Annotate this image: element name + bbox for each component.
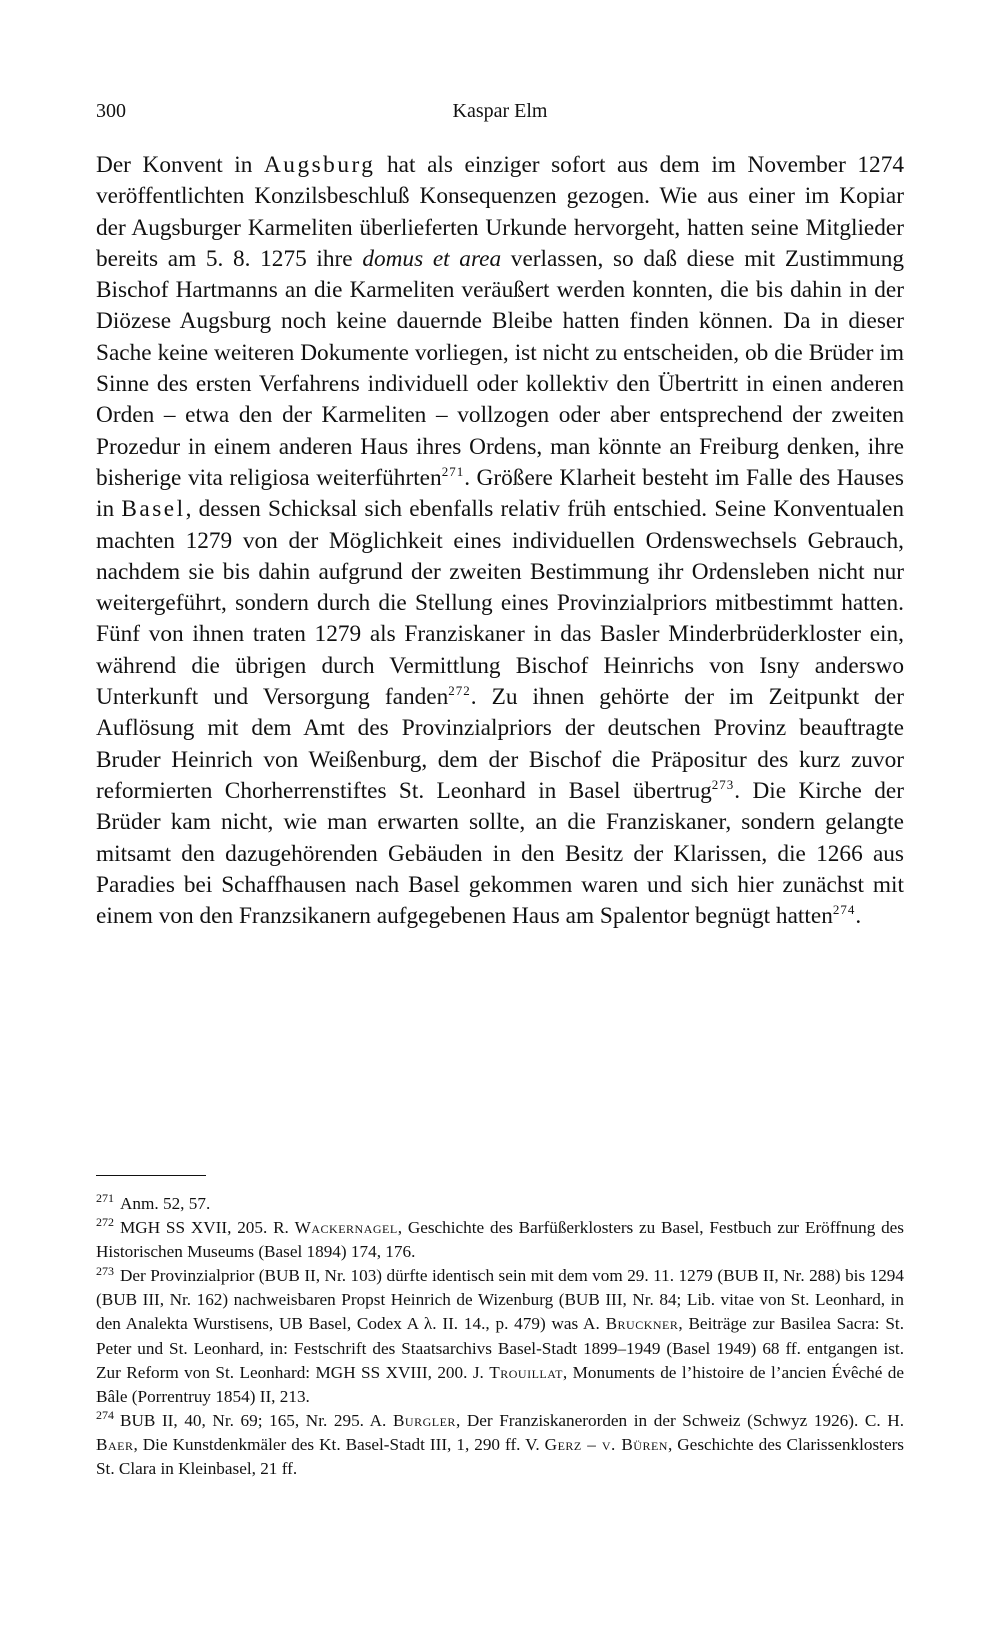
text-segment: . bbox=[855, 903, 862, 930]
author-name: Baer bbox=[96, 1434, 134, 1454]
page-number: 300 bbox=[96, 100, 126, 122]
footnote-text: MGH SS XVII, 205. R. bbox=[120, 1218, 295, 1238]
footnote-reference: 274 bbox=[832, 902, 856, 918]
footnote-271 bbox=[96, 1192, 904, 1216]
author-name: Gerz – v. Büren bbox=[544, 1434, 668, 1454]
footnotes bbox=[96, 1192, 904, 1481]
footnote-text: , Beiträge zur Basilea Sacra: St. Peter und St. Leonhard, in: Festschrift des Staatsarchivs Basel-Stadt 1899–1949 (Basel 1949) 68 ff. entgangen ist. Zur Reform von St. Leonhard: MGH SS XVIII, 200. J. bbox=[96, 1314, 904, 1382]
place-name-basel: Basel bbox=[121, 496, 186, 523]
footnote-text: , Monuments de l’histoire de l’ancien Évêché de Bâle (Porrentruy 1854) II, 213. bbox=[96, 1362, 904, 1406]
footnote-274 bbox=[96, 1409, 904, 1481]
text-segment: Der Konvent in bbox=[96, 152, 264, 178]
page-header bbox=[96, 100, 904, 128]
place-name-augsburg: Augsburg bbox=[263, 152, 376, 178]
footnote-text: , Geschichte des Barfüßerklosters zu Basel, Festbuch zur Eröffnung des Historischen Museums (Basel 1894) 174, 176. bbox=[96, 1218, 904, 1262]
footnote-text: , Geschichte des Clarissenklosters St. Clara in Kleinbasel, 21 ff. bbox=[96, 1434, 904, 1479]
footnote-number: 274 bbox=[96, 1408, 114, 1423]
main-text bbox=[96, 150, 904, 932]
author-name: Trouillat bbox=[489, 1362, 563, 1382]
author-name: Bruckner bbox=[605, 1314, 679, 1334]
footnote-number: 271 bbox=[96, 1191, 114, 1206]
footnote-273 bbox=[96, 1264, 904, 1409]
text-segment: verlassen, so daß diese mit Zustimmung Bischof Hartmanns an die Karmeliten veräußert werden konnten, die bis dahin in der Diözese Augsburg noch keine dauernde Bleibe hatten finden können. Da in dieser Sache keine weiteren Dokumente vorliegen, ist nicht zu entscheiden, ob die Brüder im Sinne des ersten Verfahrens individuell oder kollektiv den Übertritt in einen anderen Orden – etwa den der Karmeliten – vollzogen oder aber entsprechend der zweiten Prozedur in einem anderen Haus ihres Ordens, man könnte an Freiburg denken, ihre bisherige vita religiosa weiterführten bbox=[96, 245, 904, 491]
footnote-divider bbox=[96, 1175, 206, 1176]
footnote-number: 272 bbox=[96, 1215, 114, 1230]
main-paragraph bbox=[96, 150, 904, 932]
footnote-reference: 273 bbox=[711, 777, 735, 793]
footnote-text: BUB II, 40, Nr. 69; 165, Nr. 295. A. bbox=[120, 1410, 393, 1430]
text-segment: , dessen Schicksal sich ebenfalls relativ früh entschied. Seine Konventualen machten 1279 von der Möglichkeit eines individuellen Ordenswechsels Gebrauch, nachdem sie bis dahin aufgrund der zweiten Bestimmung ihr Ordensleben nicht nur weitergeführt, sondern durch die Stellung eines Provinzialpriors mitbestimmt hatten. Fünf von ihnen traten 1279 als Franziskaner in das Basler Minderbrüderkloster ein, während die übrigen durch Vermittlung Bischof Heinrichs von Isny anderswo Unterkunft und Versorgung fanden bbox=[96, 496, 904, 711]
text-segment: . Die Kirche der Brüder kam nicht, wie man erwarten sollte, an die Franziskaner, sondern gelangte mitsamt den dazugehörenden Gebäuden in den Besitz der Klarissen, die 1266 aus Paradies bei Schaffhausen nach Basel gekommen waren und sich hier zunächst mit einem von den Franzsikanern aufgegebenen Haus am Spalentor begnügt hatten bbox=[96, 777, 904, 930]
footnote-text: , Der Franziskanerorden in der Schweiz (Schwyz 1926). C. H. bbox=[455, 1410, 904, 1430]
footnote-272 bbox=[96, 1216, 904, 1264]
footnote-reference: 271 bbox=[441, 464, 465, 480]
text-segment: hat als einziger sofort aus dem im November 1274 veröffentlichten Konzilsbeschluß Konsequenzen gezogen. Wie aus einer im Kopiar der Augsburger Karmeliten überlieferten Urkunde hervorgeht, hatten seine Mitglieder bereits am 5. 8. 1275 ihre bbox=[96, 152, 904, 272]
footnote-text: , Die Kunstdenkmäler des Kt. Basel-Stadt III, 1, 290 ff. V. bbox=[133, 1434, 545, 1454]
author-name: Burgler bbox=[392, 1410, 456, 1430]
footnote-number: 273 bbox=[96, 1263, 114, 1278]
footnote-text: Anm. 52, 57. bbox=[120, 1194, 211, 1213]
text-segment: . Größere Klarheit besteht im Falle des Hauses in bbox=[96, 464, 904, 523]
running-head: Kaspar Elm bbox=[452, 100, 548, 122]
text-segment: . Zu ihnen gehörte der im Zeitpunkt der Auflösung mit dem Amt des Provinzialpriors der deutschen Provinz beauftragte Bruder Heinrich von Weißenburg, dem der Bischof die Präpositur des kurz zuvor reformierten Chorherrenstiftes St. Leonhard in Basel übertrug bbox=[96, 684, 904, 804]
footnote-reference: 272 bbox=[448, 683, 471, 699]
latin-phrase: domus et area bbox=[362, 245, 502, 272]
author-name: Wackernagel bbox=[294, 1218, 398, 1238]
footnote-text: Der Provinzialprior (BUB II, Nr. 103) dürfte identisch sein mit dem vom 29. 11. 1279 (BUB II, Nr. 288) bis 1294 (BUB III, Nr. 162) nachweisbaren Propst Heinrich de Wizenburg (BUB III, Nr. 84; Lib. vitae von St. Leonhard, in den Analekta Wurstisens, UB Basel, Codex A λ. II. 14., p. 479) was A. bbox=[96, 1266, 904, 1334]
